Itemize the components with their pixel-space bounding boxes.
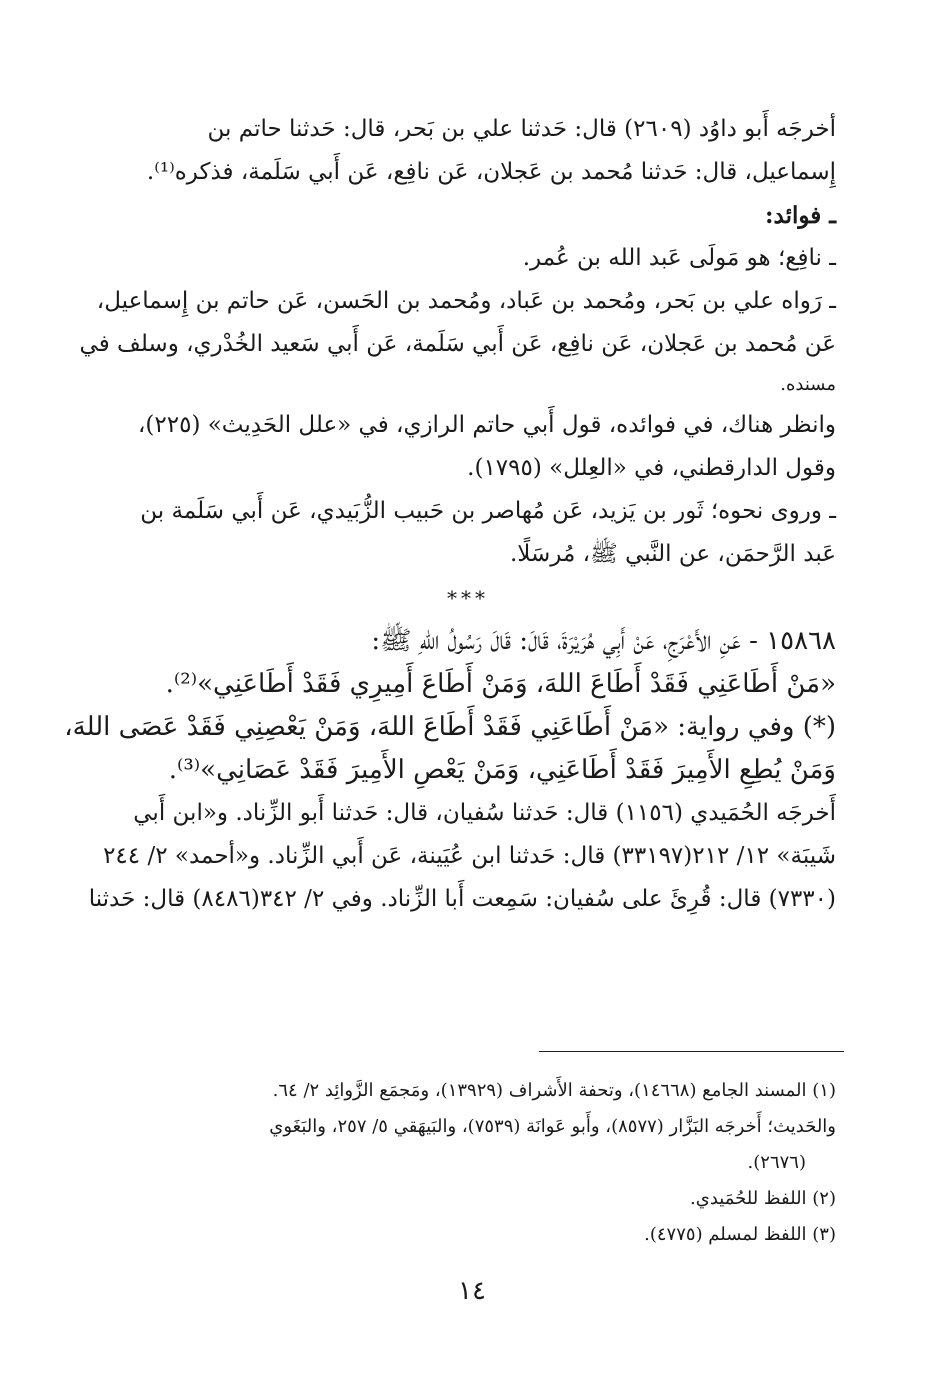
section-heading: ـ فوائد: <box>765 202 836 229</box>
text-line: ـ وروى نحوه؛ ثَور بن يَزيد، عَن مُهاصر بن حَبيب الزُّبَيدي، عَن أَبي سَلَمة بن <box>140 498 836 524</box>
text-line: إِسماعيل، قال: حَدثنا مُحمد بن عَجلان، عَن نافِع، عَن أَبي سَلَمة، فذكره⁽¹⁾. <box>146 159 836 185</box>
text-line: ـ نافِع؛ هو مَولَى عَبد الله بن عُمر. <box>522 245 836 271</box>
text-line: عَن مُحمد بن عَجلان، عَن نافِع، عَن أَبي سَلَمة، عَن أَبي سَعيد الخُدْري، وسلف في <box>79 331 836 357</box>
page-number: ١٤ <box>458 1276 486 1306</box>
text-line: (٧٣٣٠) قال: قُرِئَ على سُفيان: سَمِعت أَبا الزِّناد. وفي ٢/ ٣٤٢(٨٤٨٦) قال: حَدثنا <box>88 886 836 912</box>
text-line: شَيبَة» ١٢/ ٢١٢(٣٣١٩٧) قال: حَدثنا ابن عُيَينة، عَن أَبي الزِّناد. و«أحمد» ٢/ ٢٤٤ <box>103 843 836 869</box>
text-line: أَخرجَه الحُمَيدي (١١٥٦) قال: حَدثنا سُفيان، قال: حَدثنا أَبو الزِّناد. و«ابن أَبي <box>133 800 836 826</box>
footnote-line: (٢٦٧٦). <box>747 1152 806 1173</box>
main-text <box>64 108 836 921</box>
text-line: أخرجَه أَبو داوُد (٢٦٠٩) قال: حَدثنا علي بن بَحر، قال: حَدثنا حاتم بن <box>207 116 836 142</box>
footnote-line: (١) المسند الجامع (١٤٦٦٨)، وتحفة الأَشراف (١٣٩٢٩)، ومَجمَع الزَّوائِد ٢/ ٦٤. <box>272 1080 836 1101</box>
text-line: مسنده. <box>780 374 836 395</box>
footnote-line: والحَديث؛ أَخرجَه البَزَّار (٨٥٧٧)، وأَبو عَوانَة (٧٥٣٩)، والبَيهَقي ٥/ ٢٥٧، والبَغَوي <box>269 1116 836 1137</box>
footnote-line: (٣) اللفظ لمسلم (٤٧٧٥). <box>644 1224 836 1245</box>
text-line: عَبد الرَّحمَن، عن النَّبي ﷺ، مُرسَلًا. <box>509 541 836 567</box>
hadith-line: «مَنْ أَطَاعَنِي فَقَدْ أَطَاعَ اللهَ، وَمَنْ أَطَاعَ أَمِيرِي فَقَدْ أَطَاعَنِي»⁽²⁾. <box>165 669 836 699</box>
text-line: ـ رَواه علي بن بَحر، ومُحمد بن عَباد، ومُحمد بن الحَسن، عَن حاتم بن إِسماعيل، <box>96 288 836 314</box>
text-line: وانظر هناك، في فوائده، قول أَبي حاتم الرازي، في «علل الحَدِيث» (٢٢٥)، <box>137 412 836 438</box>
hadith-line: وَمَنْ يُطِعِ الأَمِيرَ فَقَدْ أَطَاعَنِي، وَمَنْ يَعْصِ الأَمِيرَ فَقَدْ عَصَانِي»⁽³⁾. <box>168 755 836 785</box>
section-separator: *** <box>447 586 489 610</box>
hadith-line: (*) وفي رواية: «مَنْ أَطَاعَنِي فَقَدْ أَطَاعَ اللهَ، وَمَنْ يَعْصِنِي فَقَدْ عَصَى اللهَ، <box>64 712 836 742</box>
hadith-line: ١٥٨٦٨ - عَنِ الأَعْرَجِ، عَنْ أَبِي هُرَيْرَةَ، قَالَ: قَالَ رَسُولُ اللهِ ﷺ: <box>371 626 836 656</box>
footnote-line: (٢) اللفظ للحُمَيدي. <box>690 1188 836 1209</box>
footnotes <box>100 1073 836 1253</box>
footnote-divider <box>539 1051 844 1052</box>
text-line: وقول الدارقطني، في «العِلل» (١٧٩٥). <box>467 455 836 481</box>
